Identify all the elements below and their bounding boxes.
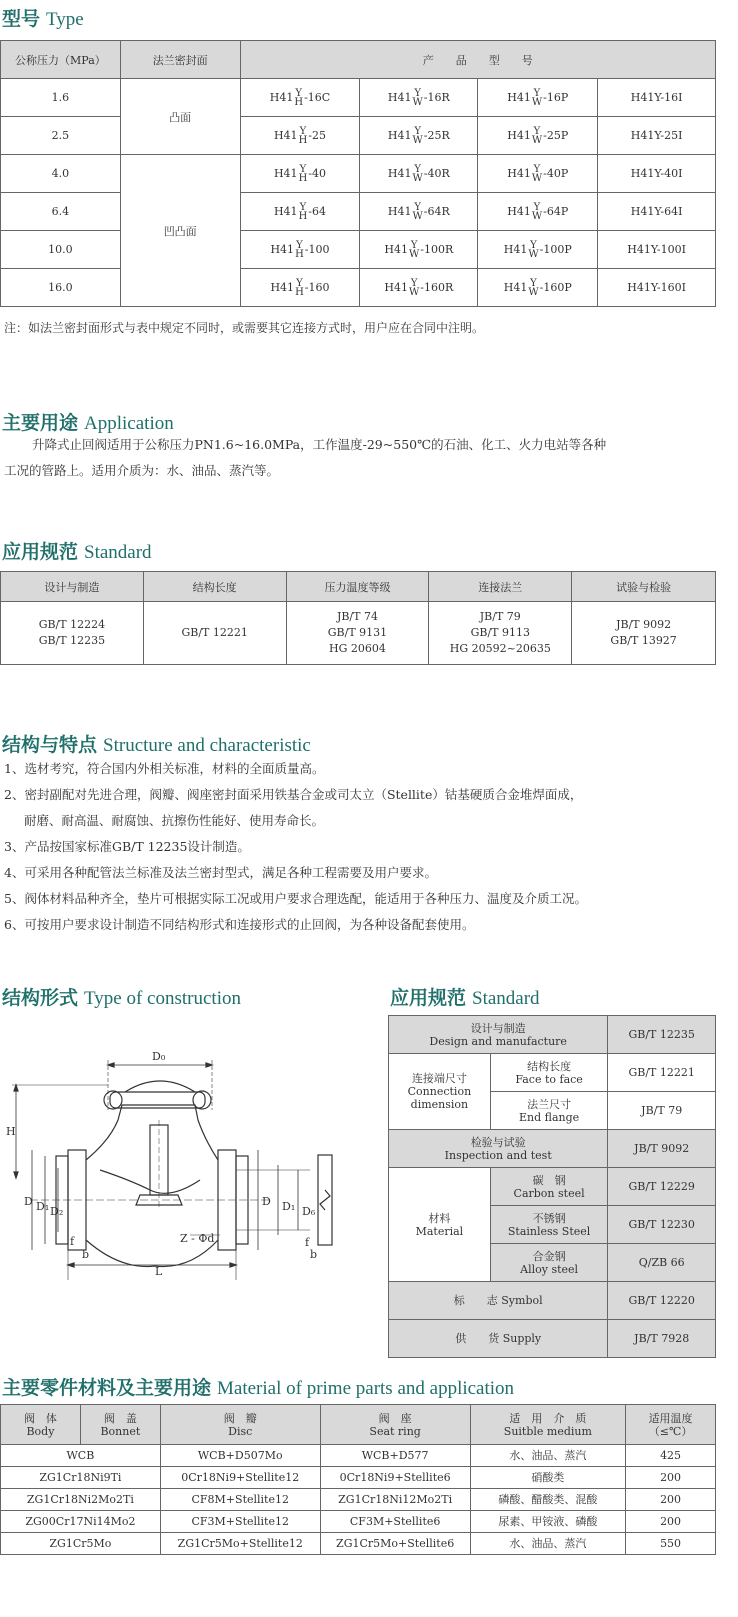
material-cell: 尿素、甲铵液、磷酸 <box>470 1511 626 1533</box>
material-cell: CF3M+Stellite12 <box>160 1511 320 1533</box>
material-row <box>1 1445 716 1467</box>
material-cell: 425 <box>626 1445 716 1467</box>
material-title: 主要零件材料及主要用途 Material of prime parts and application <box>2 1377 515 1399</box>
type-row <box>1 269 716 307</box>
valve-drawing <box>0 1030 385 1300</box>
std-header: 连接法兰 <box>429 572 572 602</box>
std-cell: JB/T 79 GB/T 9113 HG 20592~20635 <box>429 602 572 665</box>
pressure-cell: 16.0 <box>1 269 121 307</box>
design-value: GB/T 12235 <box>608 1016 716 1054</box>
std-header: 压力温度等级 <box>286 572 429 602</box>
label-b: b <box>82 1248 90 1261</box>
label-d1-r: D₁ <box>282 1200 296 1213</box>
standard-table <box>0 571 716 665</box>
model-cell: H41Y-16I <box>598 79 716 117</box>
model-cell: H41 Y W -160R <box>360 269 478 307</box>
material-cell: 水、油品、蒸汽 <box>470 1533 626 1555</box>
design-label: 设计与制造 Design and manufacture <box>389 1016 608 1054</box>
standard2-title: 应用规范 Standard <box>390 987 540 1009</box>
model-cell: H41 Y W -16P <box>478 79 598 117</box>
material-cell: 200 <box>626 1511 716 1533</box>
type-row <box>1 155 716 193</box>
material-cell: ZG00Cr17Ni14Mo2 <box>1 1511 161 1533</box>
structure-item: 2、密封副配对先进合理，阀瓣、阀座密封面采用铁基合金或司太立（Stellite）钴基硬质合金堆焊面成， <box>4 787 583 802</box>
std-cell: JB/T 9092 GB/T 13927 <box>572 602 716 665</box>
label-d2: D₂ <box>50 1205 64 1218</box>
type-row <box>1 117 716 155</box>
material-cell: 硝酸类 <box>470 1467 626 1489</box>
label-d0: D₀ <box>152 1050 166 1063</box>
material-header: 阀 盖 Bonnet <box>80 1405 160 1445</box>
type-row <box>1 231 716 269</box>
application-line2: 工况的管路上。适用介质为：水、油品、蒸汽等。 <box>4 463 280 478</box>
label-d1: D₁ <box>36 1200 50 1213</box>
cs-label: 碳 钢 Carbon steel <box>490 1168 608 1206</box>
material-cell: ZG1Cr5Mo <box>1 1533 161 1555</box>
as-label: 合金钢 Alloy steel <box>490 1244 608 1282</box>
cs-value: GB/T 12229 <box>608 1168 716 1206</box>
structure-item: 4、可采用各种配管法兰标准及法兰密封型式，满足各种工程需要及用户要求。 <box>4 865 437 880</box>
label-d: D <box>24 1195 33 1208</box>
pressure-cell: 2.5 <box>1 117 121 155</box>
header-face: 法兰密封面 <box>120 41 240 79</box>
material-cell: 0Cr18Ni9+Stellite12 <box>160 1467 320 1489</box>
pressure-cell: 1.6 <box>1 79 121 117</box>
model-cell: H41 Y W -64P <box>478 193 598 231</box>
label-f: f <box>70 1235 75 1248</box>
conn-label: 连接端尺寸 Connection dimension <box>389 1054 491 1130</box>
structure-item: 耐磨、耐高温、耐腐蚀、抗擦伤性能好、使用寿命长。 <box>24 813 325 828</box>
material-cell: ZG1Cr18Ni2Mo2Ti <box>1 1489 161 1511</box>
material-row <box>1 1511 716 1533</box>
model-cell: H41 Y H -100 <box>240 231 360 269</box>
model-cell: H41 Y W -40R <box>360 155 478 193</box>
material-cell: WCB+D507Mo <box>160 1445 320 1467</box>
material-cell: 磷酸、醋酸类、混酸 <box>470 1489 626 1511</box>
label-f-r: f <box>305 1236 310 1249</box>
model-cell: H41Y-40I <box>598 155 716 193</box>
header-model: 产 品 型 号 <box>240 41 715 79</box>
structure-title: 结构与特点 Structure and characteristic <box>2 734 311 756</box>
pressure-cell: 10.0 <box>1 231 121 269</box>
label-d-r: D <box>262 1195 271 1208</box>
face-cell: 凹凸面 <box>120 155 240 307</box>
material-cell: 水、油品、蒸汽 <box>470 1445 626 1467</box>
material-header: 适 用 介 质 Suitble medium <box>470 1405 626 1445</box>
model-cell: H41 Y W -100P <box>478 231 598 269</box>
material-cell: ZG1Cr5Mo+Stellite6 <box>320 1533 470 1555</box>
material-cell: 200 <box>626 1467 716 1489</box>
material-row <box>1 1533 716 1555</box>
application-line1: 升降式止回阀适用于公称压力PN1.6~16.0MPa，工作温度-29~550℃的石油、化工、火力电站等各种 <box>32 437 607 452</box>
model-cell: H41Y-160I <box>598 269 716 307</box>
model-cell: H41 Y W -64R <box>360 193 478 231</box>
material-cell: ZG1Cr5Mo+Stellite12 <box>160 1533 320 1555</box>
label-z: Z - Φd <box>180 1232 215 1245</box>
symbol-value: GB/T 12220 <box>608 1282 716 1320</box>
std-header: 结构长度 <box>143 572 286 602</box>
std-header: 设计与制造 <box>1 572 144 602</box>
material-cell: 550 <box>626 1533 716 1555</box>
material-cell: WCB+D577 <box>320 1445 470 1467</box>
label-h: H <box>6 1125 16 1138</box>
model-cell: H41 Y H -64 <box>240 193 360 231</box>
symbol-label: 标 志 Symbol <box>389 1282 608 1320</box>
material-cell: ZG1Cr18Ni9Ti <box>1 1467 161 1489</box>
std-cell: JB/T 74 GB/T 9131 HG 20604 <box>286 602 429 665</box>
material-header: 阀 座 Seat ring <box>320 1405 470 1445</box>
material-row <box>1 1467 716 1489</box>
ef-label: 法兰尺寸 End flange <box>490 1092 608 1130</box>
model-cell: H41 Y W -25R <box>360 117 478 155</box>
structure-item: 5、阀体材料品种齐全，垫片可根据实际工况或用户要求合理选配，能适用于各种压力、温度及介质工况。 <box>4 891 587 906</box>
structure-item: 3、产品按国家标准GB/T 12235设计制造。 <box>4 839 250 854</box>
insp-label: 检验与试验 Inspection and test <box>389 1130 608 1168</box>
supply-label: 供 货 Supply <box>389 1320 608 1358</box>
pressure-cell: 4.0 <box>1 155 121 193</box>
label-b-r: b <box>310 1248 318 1261</box>
std-cell: GB/T 12224 GB/T 12235 <box>1 602 144 665</box>
material-cell: 0Cr18Ni9+Stellite6 <box>320 1467 470 1489</box>
std-header: 试验与检验 <box>572 572 716 602</box>
material-cell: WCB <box>1 1445 161 1467</box>
face-cell: 凸面 <box>120 79 240 155</box>
ss-value: GB/T 12230 <box>608 1206 716 1244</box>
model-cell: H41 Y W -160P <box>478 269 598 307</box>
ss-label: 不锈钢 Stainless Steel <box>490 1206 608 1244</box>
header-pressure: 公称压力（MPa） <box>1 41 121 79</box>
insp-value: JB/T 9092 <box>608 1130 716 1168</box>
material-cell: 200 <box>626 1489 716 1511</box>
ef-value: JB/T 79 <box>608 1092 716 1130</box>
material-cell: CF8M+Stellite12 <box>160 1489 320 1511</box>
application-title: 主要用途 Application <box>2 412 174 434</box>
material-row <box>1 1489 716 1511</box>
std-cell: GB/T 12221 <box>143 602 286 665</box>
model-cell: H41Y-25I <box>598 117 716 155</box>
construction-title: 结构形式 Type of construction <box>2 987 241 1009</box>
model-cell: H41 Y W -25P <box>478 117 598 155</box>
model-cell: H41 Y H -160 <box>240 269 360 307</box>
label-d6: D₆ <box>302 1205 316 1218</box>
ftf-value: GB/T 12221 <box>608 1054 716 1092</box>
supply-value: JB/T 7928 <box>608 1320 716 1358</box>
type-table <box>0 40 716 307</box>
model-cell: H41 Y W -100R <box>360 231 478 269</box>
label-l: L <box>155 1265 163 1278</box>
type-title: 型号 Type <box>2 8 84 30</box>
material-cell: CF3M+Stellite6 <box>320 1511 470 1533</box>
material-cell: ZG1Cr18Ni12Mo2Ti <box>320 1489 470 1511</box>
model-cell: H41Y-100I <box>598 231 716 269</box>
ftf-label: 结构长度 Face to face <box>490 1054 608 1092</box>
material-header: 阀 体 Body <box>1 1405 81 1445</box>
material-header: 阀 瓣 Disc <box>160 1405 320 1445</box>
structure-list <box>4 756 738 938</box>
material-header: 适用温度 （≤℃） <box>626 1405 716 1445</box>
model-cell: H41 Y H -16C <box>240 79 360 117</box>
model-cell: H41 Y W -40P <box>478 155 598 193</box>
as-value: Q/ZB 66 <box>608 1244 716 1282</box>
structure-item: 1、选材考究，符合国内外相关标准，材料的全面质量高。 <box>4 761 325 776</box>
model-cell: H41 Y H -40 <box>240 155 360 193</box>
standard-title: 应用规范 Standard <box>2 541 152 563</box>
model-cell: H41 Y H -25 <box>240 117 360 155</box>
type-row <box>1 193 716 231</box>
structure-item: 6、可按用户要求设计制造不同结构形式和连接形式的止回阀，为各种设备配套使用。 <box>4 917 475 932</box>
type-note: 注：如法兰密封面形式与表中规定不同时，或需要其它连接方式时，用户应在合同中注明。 <box>4 321 485 335</box>
material-table <box>0 1404 716 1555</box>
mat-label: 材料 Material <box>389 1168 491 1282</box>
model-cell: H41Y-64I <box>598 193 716 231</box>
type-row <box>1 79 716 117</box>
standard2-table <box>388 1015 716 1358</box>
model-cell: H41 Y W -16R <box>360 79 478 117</box>
pressure-cell: 6.4 <box>1 193 121 231</box>
